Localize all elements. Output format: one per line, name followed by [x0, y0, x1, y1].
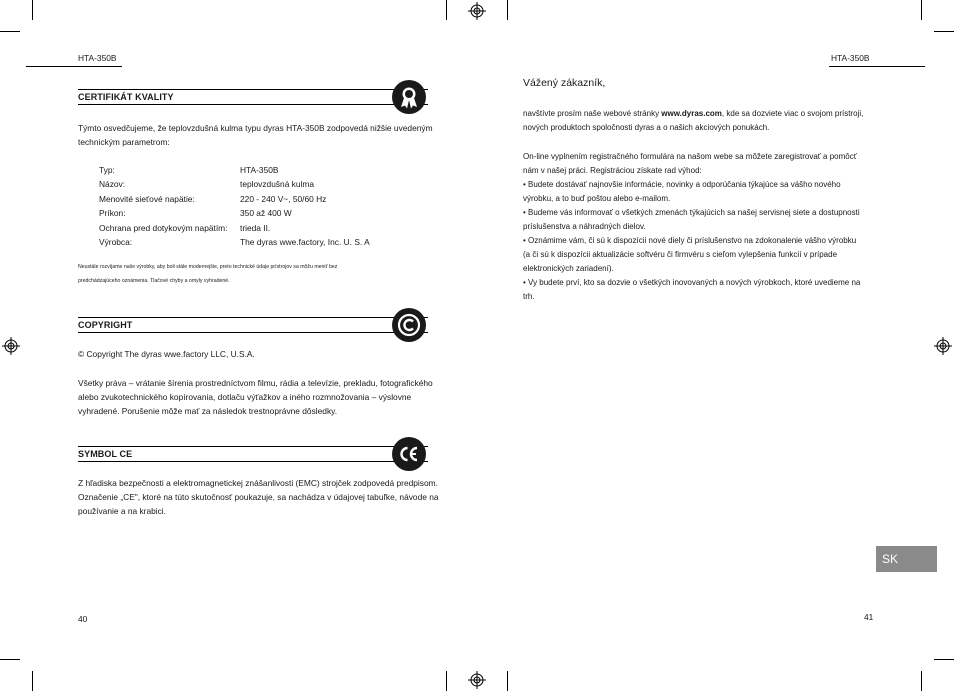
crop-mark — [921, 0, 922, 20]
crosshair-registration-icon — [934, 337, 952, 355]
left-header-rule — [26, 66, 122, 67]
bullet-line: • Oznámime vám, či sú k dispozícii nové diely či príslušenstvo na zdokonalenie vášho výrobku — [523, 236, 857, 245]
ce-body-line-2: Označenie „CE", ktoré na túto skutočnosť poukazuje, sa nachádza v údajovej tabuľke, návode na — [78, 492, 439, 502]
spec-value: trieda II. — [240, 222, 271, 233]
spec-key: Výrobca: — [99, 237, 133, 248]
spec-value: teplovzdušná kulma — [240, 179, 315, 190]
left-page-number: 40 — [78, 614, 88, 624]
spec-value: 220 - 240 V~, 50/60 Hz — [240, 193, 327, 204]
crop-mark — [32, 0, 33, 20]
language-tab: SK — [876, 546, 937, 572]
spec-value: HTA-350B — [240, 165, 279, 175]
intro-paragraph-line-2: nových produktoch spoločnosti dyras a o našich akciových ponukách. — [523, 123, 770, 132]
spec-row — [99, 235, 370, 249]
crop-mark — [446, 0, 447, 20]
bullet-line: • Vy budete prví, kto sa dozvie o všetkých inovovaných a nových výrobkoch, ktoré uvedieme na — [523, 278, 861, 287]
left-header-model: HTA-350B — [78, 53, 117, 63]
spec-key: Menovité sieťové napätie: — [99, 193, 195, 204]
right-header-model: HTA-350B — [831, 53, 870, 63]
crosshair-registration-icon — [468, 671, 486, 689]
crosshair-registration-icon — [468, 2, 486, 20]
copyright-top-rule — [78, 317, 428, 318]
crop-mark — [934, 31, 954, 32]
spec-row — [99, 177, 370, 191]
spec-row — [99, 163, 370, 177]
copyright-icon — [392, 308, 426, 342]
spec-value: 350 až 400 W — [240, 208, 292, 219]
crop-mark — [32, 671, 33, 691]
certificate-top-rule — [78, 89, 428, 90]
paragraph-line: trh. — [523, 292, 535, 301]
copyright-bottom-rule — [78, 332, 428, 333]
crop-mark — [446, 671, 447, 691]
crop-mark — [0, 659, 20, 660]
certificate-intro-line-2: technickým parametrom: — [78, 137, 170, 147]
paragraph-line: výrobku, a to buď poštou alebo e-mailom. — [523, 194, 671, 203]
spec-key: Ochrana pred dotykovým napätím: — [99, 222, 228, 233]
intro-text-tail: , kde sa dozviete viac o svojom prístroji, — [721, 109, 864, 118]
paragraph-line: nám v našej práci. Registráciou získate rad výhod: — [523, 166, 702, 175]
spec-row — [99, 221, 370, 235]
right-page-number: 41 — [864, 612, 874, 622]
ce-body-line-1: Z hľadiska bezpečnosti a elektromagnetickej znášanlivosti (EMC) strojček zodpovedá predpisom. — [78, 478, 438, 488]
copyright-body-line-3: vyhradené. Porušenie môže mať za následok trestnoprávne dôsledky. — [78, 406, 338, 416]
crosshair-registration-icon — [2, 337, 20, 355]
spec-key: Typ: — [99, 165, 115, 175]
website-link[interactable]: www.dyras.com — [661, 109, 722, 118]
certificate-note-line-1: Neustále rozvíjame naše výrobky, aby boli stále modernejšie, preto technické údaje prístrojov sa môžu meniť bez — [78, 264, 338, 270]
spec-row — [99, 192, 370, 206]
copyright-body-line-2: alebo zvukotechnického kopírovania, dotlaču výťažkov a iného rozmnožovania – výslovne — [78, 392, 412, 402]
copyright-body-line-1: Všetky práva – vrátanie šírenia prostredníctvom filmu, rádia a televízie, prekladu, fotografického — [78, 378, 433, 388]
spec-key: Príkon: — [99, 208, 126, 219]
ce-bottom-rule — [78, 461, 428, 462]
award-ribbon-icon — [392, 80, 426, 114]
certificate-intro-line-1: Týmto osvedčujeme, že teplovzdušná kulma typu dyras HTA-350B zodpovedá nižšie uvedeným — [78, 123, 433, 133]
crop-mark — [0, 31, 20, 32]
intro-text: navštívte prosím naše webové stránky — [523, 109, 662, 118]
bullet-line: • Budeme vás informovať o všetkých zmenách týkajúcich sa našej servisnej siete a dostupnosti — [523, 208, 860, 217]
paragraph-line: elektronických zariadení). — [523, 264, 614, 273]
certificate-note-line-2: predchádzajúceho oznámenia. Tlačové chyby a omyly vyhradené. — [78, 278, 230, 284]
benefits-paragraph — [523, 150, 860, 304]
ce-title: SYMBOL CE — [78, 449, 133, 459]
crop-mark — [921, 671, 922, 691]
spec-value: The dyras wwe.factory, Inc. U. S. A — [240, 237, 370, 248]
spec-row — [99, 206, 370, 220]
greeting: Vážený zákazník, — [523, 77, 606, 89]
ce-body-line-3: používanie a na krabici. — [78, 506, 166, 516]
right-header-rule — [829, 66, 925, 67]
ce-top-rule — [78, 446, 428, 447]
paragraph-line: On-line vyplnením registračného formulára na našom webe sa môžete zaregistrovať a pomôcť — [523, 152, 857, 161]
crop-mark — [507, 671, 508, 691]
crop-mark — [934, 659, 954, 660]
crop-mark — [507, 0, 508, 20]
paragraph-line: (a či sú k dispozícii aktualizácie softvéru či firmvéru s cieľom vylepšenia funkcií v prípade — [523, 250, 838, 259]
ce-mark-icon — [392, 437, 426, 471]
spec-key: Názov: — [99, 179, 126, 190]
spec-table — [99, 163, 370, 249]
copyright-title: COPYRIGHT — [78, 320, 133, 330]
copyright-line: © Copyright The dyras wwe.factory LLC, U.S.A. — [78, 349, 255, 359]
intro-paragraph-line-1 — [523, 107, 863, 121]
certificate-title: CERTIFIKÁT KVALITY — [78, 92, 174, 102]
paragraph-line: príslušenstva a náhradných dielov. — [523, 222, 646, 231]
bullet-line: • Budete dostávať najnovšie informácie, novinky a odporúčania týkajúce sa vášho nového — [523, 180, 841, 189]
certificate-bottom-rule — [78, 104, 428, 105]
